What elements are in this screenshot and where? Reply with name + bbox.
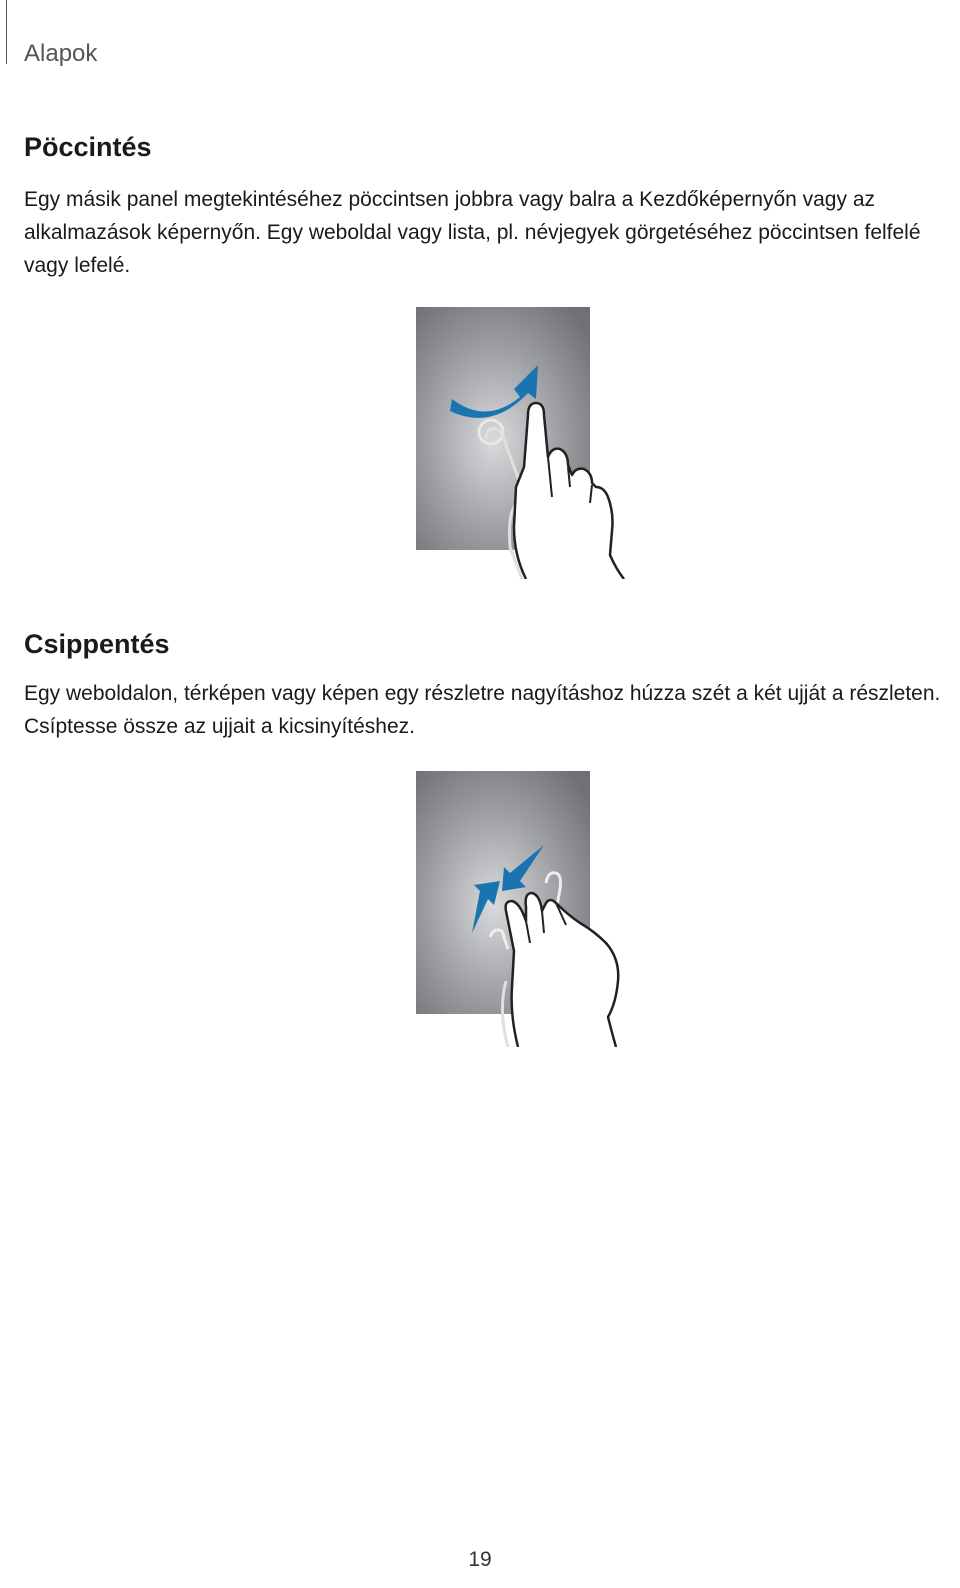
header-title: Alapok: [24, 40, 98, 67]
flick-gesture-icon: [416, 307, 628, 579]
section-heading-flick: Pöccintés: [24, 132, 152, 162]
pinch-illustration: [416, 771, 628, 1047]
pinch-gesture-icon: [416, 771, 628, 1047]
section-body-pinch: Egy weboldalon, térképen vagy képen egy részletre nagyításhoz húzza szét a két ujját a részleten. Csíptesse össze az ujjait a kicsinyítéshez.: [24, 682, 941, 738]
flick-illustration: [416, 307, 628, 579]
section-heading-pinch: Csippentés: [24, 629, 170, 659]
page-number: 19: [468, 1548, 492, 1571]
header-rule: [6, 0, 7, 64]
section-body-flick: Egy másik panel megtekintéséhez pöccintsen jobbra vagy balra a Kezdőképernyőn vagy az alkalmazások képernyőn. Egy weboldal vagy lista, pl. névjegyek görgetéséhez pöccintsen felfelé vagy lefelé.: [24, 188, 921, 277]
